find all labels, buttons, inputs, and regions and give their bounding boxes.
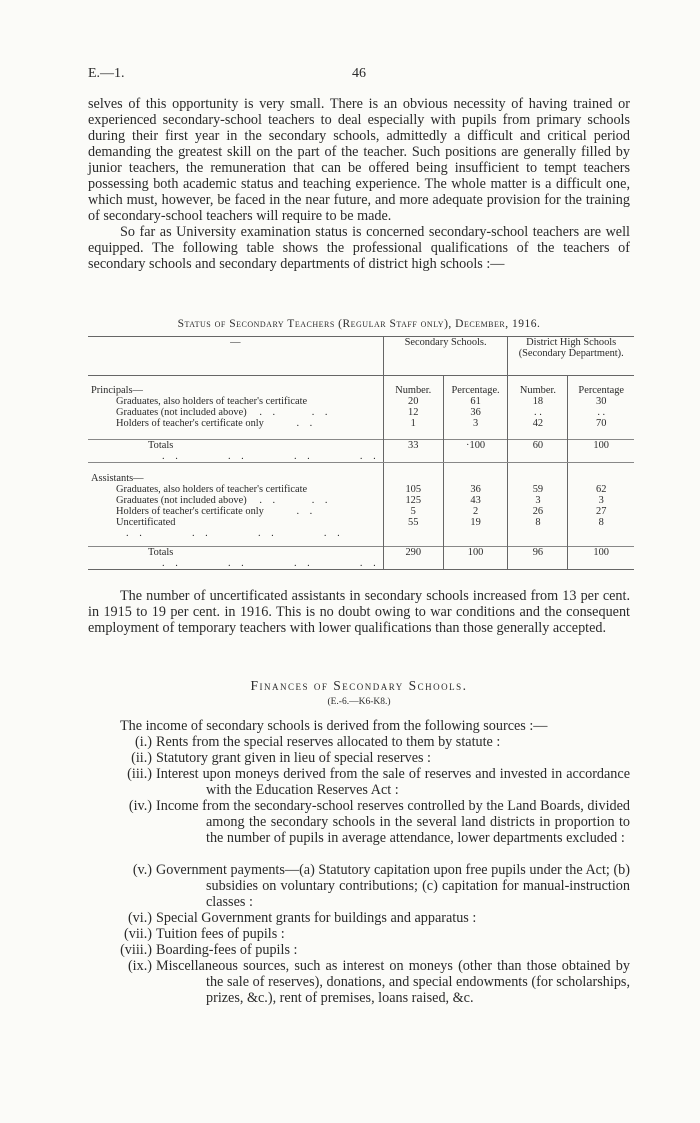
paragraph-text: So far as University examination status is concerned secondary-school teachers are well equipped. The following table shows the professional qualifications of the teachers of secondary schools and secondary departments of district high schools :— (88, 224, 630, 272)
row-label-cell (88, 495, 383, 506)
list-item (132, 862, 630, 910)
leader-dots: . . . . . . . . (126, 527, 344, 539)
page-number: 46 (352, 66, 366, 81)
totals-label-cell (88, 547, 383, 570)
leader-dots: . . (311, 494, 332, 506)
leader-dots: . . (259, 494, 280, 506)
list-item-number: (ii.) (131, 750, 152, 766)
total-dist-percentage: 100 (568, 547, 634, 570)
cell-sec-percentage: 36 (443, 407, 508, 418)
row-label: Holders of teacher's certificate only (116, 418, 264, 429)
paragraph-uncertificated (88, 588, 630, 636)
list-item (120, 942, 630, 958)
section-row-principals (88, 376, 634, 397)
cell-dist-percentage: 27 (568, 506, 634, 517)
leader-dots: . . . . . . . . (162, 450, 380, 462)
paragraph-teacher-training (88, 96, 630, 272)
cell-sec-number: 105 (383, 484, 443, 495)
section-heading-finances: Finances of Secondary Schools. (250, 678, 468, 693)
list-item-number: (i.) (135, 734, 152, 750)
row-label: Holders of teacher's certificate only (116, 505, 264, 517)
total-dist-number: 60 (508, 439, 568, 462)
total-sec-number: 290 (383, 547, 443, 570)
cell-dist-number: . . (508, 407, 568, 418)
cell-sec-number: 12 (383, 407, 443, 418)
list-item-text: Rents from the special reserves allocated to them by statute : (156, 734, 501, 750)
page-header-left: E.—1. (88, 66, 125, 81)
cell-dist-number: 8 (508, 517, 568, 539)
cell-dist-percentage: 70 (568, 418, 634, 429)
row-label: Uncertificated (116, 516, 176, 528)
list-item-number: (viii.) (120, 942, 152, 958)
cell-sec-percentage: 3 (443, 418, 508, 429)
header-district-high-schools: District High Schools (Secondary Department). (508, 337, 634, 376)
list-item-number: (iv.) (128, 798, 152, 814)
totals-label-cell (88, 439, 383, 462)
status-table (88, 336, 634, 570)
cell-sec-number: 125 (383, 495, 443, 506)
totals-row-assistants (88, 547, 634, 570)
leader-dots: . . (259, 407, 280, 418)
table-row (88, 517, 634, 539)
cell-dist-number: 3 (508, 495, 568, 506)
list-item-text: Statutory grant given in lieu of special reserves : (156, 750, 432, 766)
leader-dots: . . (311, 407, 332, 418)
paragraph-text: selves of this opportunity is very small. There is an obvious necessity of having trained or experienced secondary-school teachers to deal especially with pupils from primary schools during their first year in the secondary schools, admittedly a difficult and critical period demanding the greatest skill on the part of the teacher. Such positions are generally filled by junior teachers, the remuneration that can be offered being insufficient to tempt teachers possessing both academic status and teaching experience. The whole matter is a difficult one, which must, however, be faced in the near future, and more adequate provision for the training of secondary-school teachers will require to be made. (88, 96, 630, 224)
list-item-number: (v.) (132, 862, 152, 878)
table-row (88, 484, 634, 495)
list-item-text: Tuition fees of pupils : (156, 926, 285, 942)
list-item-text: Interest upon moneys derived from the sale of reserves and invested in accordance with the Education Reserves Act : (156, 766, 630, 798)
row-label: Graduates (not included above) (116, 407, 247, 418)
row-label: Graduates (not included above) (116, 494, 247, 506)
list-item-text: Boarding-fees of pupils : (156, 942, 298, 958)
list-item-number: (ix.) (127, 958, 152, 974)
table-row (88, 495, 634, 506)
total-dist-number: 96 (508, 547, 568, 570)
subheader-number: Number. (508, 376, 568, 397)
table-row (88, 396, 634, 407)
row-label: Graduates, also holders of teacher's certificate (116, 483, 308, 495)
cell-sec-number: 5 (383, 506, 443, 517)
header-blank: — (88, 337, 383, 376)
total-sec-number: 33 (383, 439, 443, 462)
paragraph-text: The income of secondary schools is derived from the following sources :— (120, 718, 548, 734)
cell-sec-percentage: 2 (443, 506, 508, 517)
list-item (124, 926, 630, 942)
row-label-cell (88, 517, 383, 539)
cell-dist-number: 18 (508, 396, 568, 407)
cell-sec-percentage: 43 (443, 495, 508, 506)
list-item-text: Special Government grants for buildings and apparatus : (156, 910, 477, 926)
cell-dist-number: 42 (508, 418, 568, 429)
section-row-assistants (88, 462, 634, 484)
cell-dist-number: 26 (508, 506, 568, 517)
table-row (88, 506, 634, 517)
table-row (88, 407, 634, 418)
cell-sec-number: 55 (383, 517, 443, 539)
list-item-number: (vi.) (127, 910, 152, 926)
totals-label: Totals (148, 547, 174, 558)
section-reference: (E.-6.—K6-K8.) (327, 697, 391, 707)
paragraph-income-intro (88, 718, 630, 734)
table-caption: Status of Secondary Teachers (Regular Staff only), December, 1916. (177, 318, 541, 330)
list-item-text: Income from the secondary-school reserves controlled by the Land Boards, divided among the secondary schools in the several land districts in proportion to the number of pupils in average attendance, lower departments excluded : (156, 798, 630, 846)
cell-sec-number: 20 (383, 396, 443, 407)
total-dist-percentage: 100 (568, 439, 634, 462)
list-item-text: Miscellaneous sources, such as interest on moneys (other than those obtained by the sale of reserves), donations, and special endowments (for scholarships, prizes, &c.), rent of premises, loans raised, &c. (156, 958, 630, 1006)
subheader-number: Number. (383, 376, 443, 397)
cell-dist-percentage: 8 (568, 517, 634, 539)
section-label: Principals— (91, 385, 143, 396)
cell-dist-percentage: 3 (568, 495, 634, 506)
subheader-percentage: Percentage (568, 376, 634, 397)
leader-dots: . . (296, 418, 317, 429)
list-item (127, 910, 630, 926)
list-item-text: Government payments—(a) Statutory capitation upon free pupils under the Act; (b) subsidies on voluntary contributions; (c) capitation for manual-instruction classes : (156, 862, 630, 910)
header-secondary-schools: Secondary Schools. (383, 337, 508, 376)
totals-label: Totals (148, 439, 174, 451)
cell-sec-percentage: 36 (443, 484, 508, 495)
row-label: Graduates, also holders of teacher's certificate (116, 396, 308, 407)
list-item-number: (iii.) (127, 766, 152, 782)
table-row (88, 418, 634, 429)
totals-row-principals (88, 439, 634, 462)
cell-dist-percentage: 30 (568, 396, 634, 407)
leader-dots: . . . . . . . . (162, 558, 380, 569)
table-header-row (88, 337, 634, 376)
paragraph-text: The number of uncertificated assistants in secondary schools increased from 13 per cent. in 1915 to 19 per cent. in 1916. This is no doubt owing to war conditions and the consequent employment of temporary teachers with lower qualifications than those generally accepted. (88, 588, 630, 636)
leader-dots: . . (296, 505, 317, 517)
list-item (135, 734, 630, 750)
cell-dist-number: 59 (508, 484, 568, 495)
list-item-number: (vii.) (124, 926, 152, 942)
total-sec-percentage: ·100 (443, 439, 508, 462)
row-label-cell (88, 407, 383, 418)
subheader-percentage: Percentage. (443, 376, 508, 397)
row-label-cell (88, 506, 383, 517)
list-item (127, 766, 630, 798)
cell-dist-percentage: 62 (568, 484, 634, 495)
cell-dist-percentage: . . (568, 407, 634, 418)
list-item (127, 958, 630, 1006)
list-item (131, 750, 630, 766)
total-sec-percentage: 100 (443, 547, 508, 570)
cell-sec-number: 1 (383, 418, 443, 429)
section-label: Assistants— (91, 472, 144, 484)
row-label-cell (88, 418, 383, 429)
list-item (128, 798, 630, 846)
cell-sec-percentage: 19 (443, 517, 508, 539)
cell-sec-percentage: 61 (443, 396, 508, 407)
